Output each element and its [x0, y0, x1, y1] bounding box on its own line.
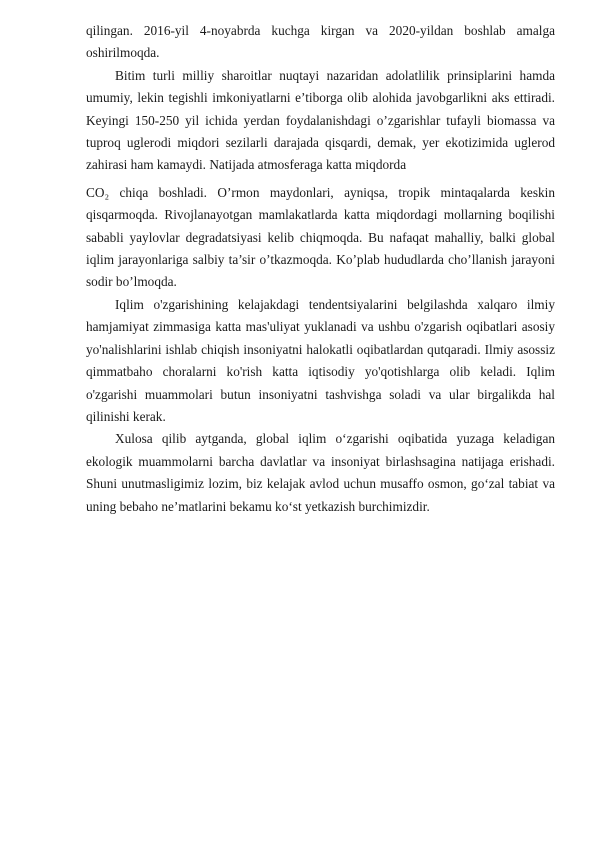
- paragraph-co2: CO₂ chiqa boshladi. O’rmon maydonlari, ayniqsa, tropik mintaqalarda keskin qisqarmoqda. Rivojlanayotgan mamlakatlarda katta miqdordagi mollarning boqilishi sababli yaylovlar degradatsiyasi kelib chiqmoqda. Bu nafaqat mahalliy, balki global iqlim jarayonlariga salbiy ta’sir o’tkazmoqda. Ko’plab hududlarda cho’llanish jarayoni sodir bo’lmoqda.: [86, 184, 555, 290]
- paragraph-agreement: Bitim turli milliy sharoitlar nuqtayi nazaridan adolatlilik prinsiplarini hamda umumiy, lekin tegishli imkoniyatlarni e’tiborga olib alohida javobgarlikni aks ettiradi. Keyingi 150-250 yil ichida yerdan foydalanishdagi o’zgarishlar tufayli biomassa va tuproq uglerodi miqdori sezilarli darajada qisqardi, demak, yer ekotizimida uglerod zahirasi ham kamaydi. Natijada atmosferaga katta miqdorda: [86, 67, 555, 173]
- paragraph-science: Iqlim o'zgarishining kelajakdagi tendentsiyalarini belgilashda xalqaro ilmiy hamjamiyat zimmasiga katta mas'uliyat yuklanadi va ushbu o'zgarish oqibatlari asosiy yo'nalishlarini ishlab chiqish insoniyatni halokatli oqibatlardan qutqaradi. Ilmiy asossiz qimmatbaho choralarni ko'rish katta iqtisodiy yo'qotishlarga olib keladi. Iqlim o'zgarishi muammolari butun insoniyatni tashvishga soladi va ular birgalikda hal qilinishi kerak.: [86, 296, 555, 424]
- paragraph-continuation: qilingan. 2016-yil 4-noyabrda kuchga kirgan va 2020-yildan boshlab amalga oshirilmoqda.: [86, 23, 555, 61]
- paragraph-conclusion: Xulosa qilib aytganda, global iqlim o‘zgarishi oqibatida yuzaga keladigan ekologik muammolarni barcha davlatlar va insoniyat birlashsagina natijaga erishadi. Shuni unutmasligimiz lozim, biz kelajak avlod uchun musaffo osmon, go‘zal tabiat va uning bebaho ne’matlarini bekamu ko‘st yetkazish burchimizdir.: [86, 431, 555, 514]
- document-page: [86, 20, 555, 518]
